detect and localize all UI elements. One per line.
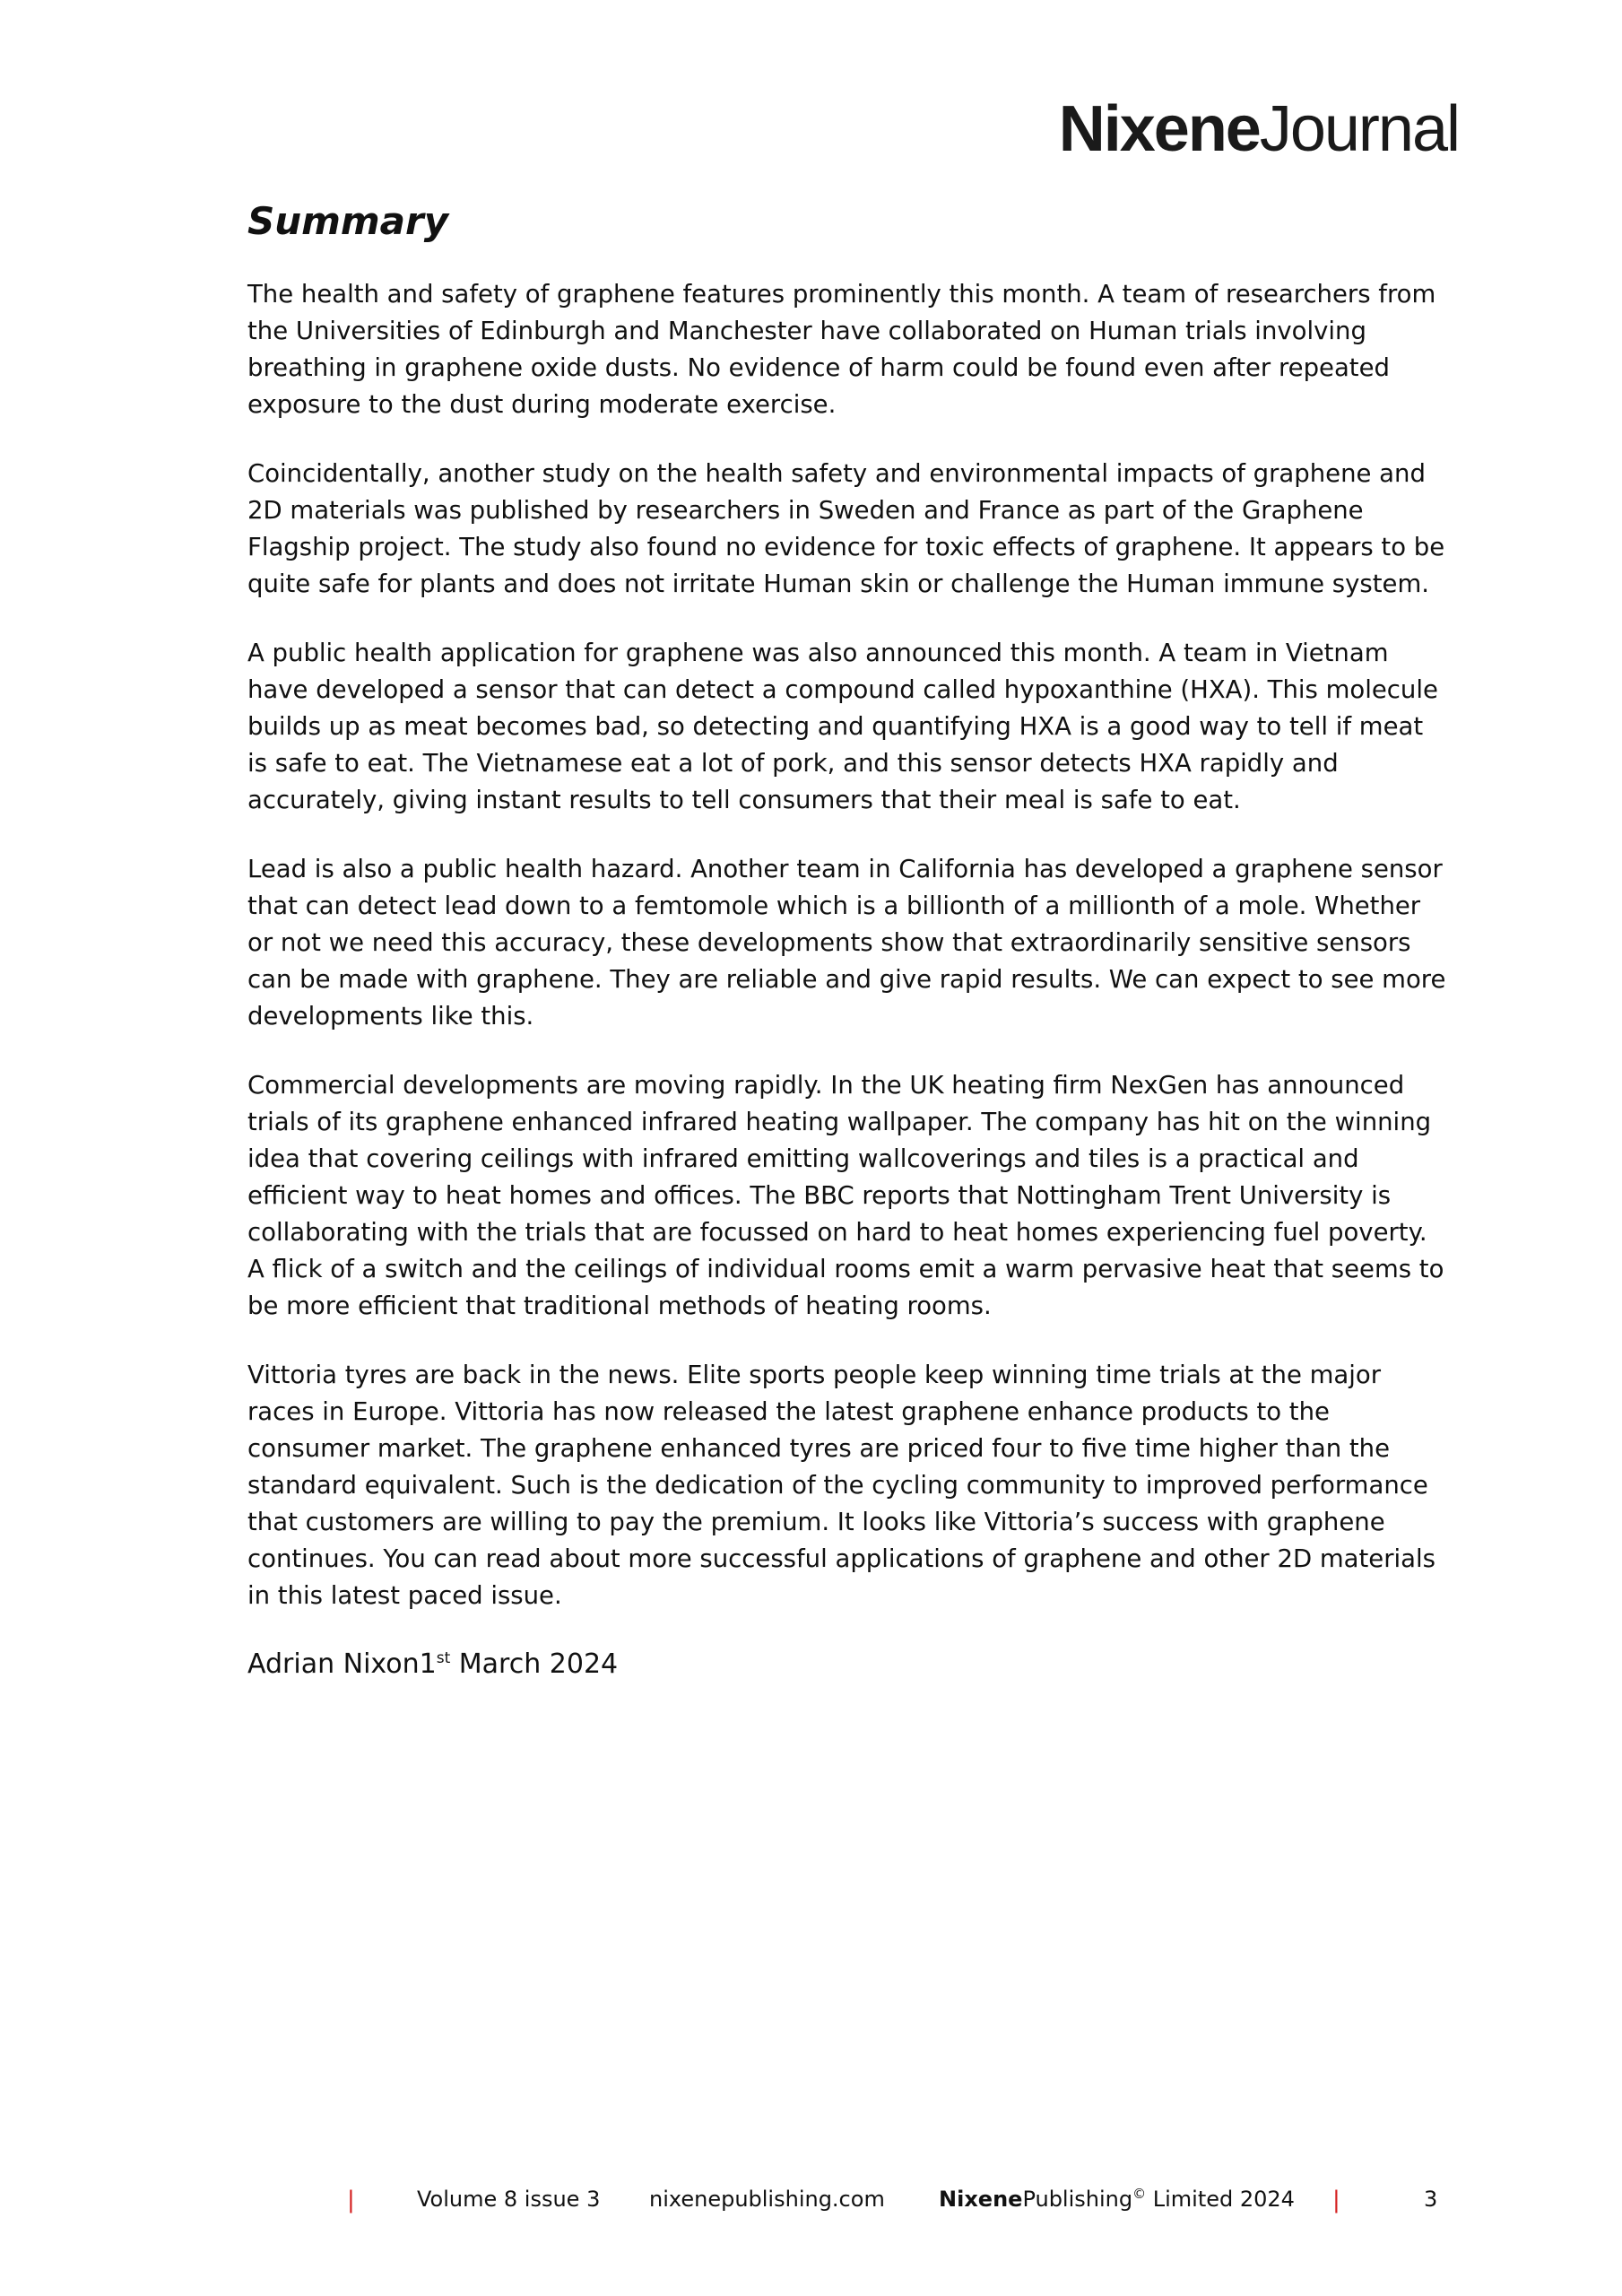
masthead-brand-bold: Nixene <box>1058 93 1260 165</box>
footer-publisher-rest: Publishing <box>1022 2187 1133 2212</box>
footer-publisher-bold: Nixene <box>939 2187 1023 2212</box>
page-footer <box>0 2187 1622 2222</box>
journal-masthead <box>1058 93 1459 165</box>
footer-volume: Volume 8 issue 3 <box>417 2187 601 2212</box>
page-number: 3 <box>1424 2187 1438 2212</box>
paragraph-hxa-sensor: A public health application for graphene was also announced this month. A team in Vietnam have developed a sensor that can detect a compound called hypoxanthine (HXA). This molecule builds up as meat becomes bad, so detecting and quantifying HXA is a good way to tell if meat is safe to eat. The Vietnamese eat a lot of pork, and this sensor detects HXA rapidly and accurately, giving instant results to tell consumers that their meal is safe to eat. <box>247 639 1438 815</box>
footer-publisher <box>939 2187 1295 2212</box>
signature-day-suffix: st <box>436 1649 451 1668</box>
author-name: Adrian Nixon <box>247 1648 420 1681</box>
signature-month-year: March 2024 <box>450 1648 619 1681</box>
paragraph-heating-wallpaper: Commercial developments are moving rapidly. In the UK heating firm NexGen has announced trials of its graphene enhanced infrared heating wallpaper. The company has hit on the winning idea that covering ceilings with infrared emitting wallcoverings and tiles is a practical and efficient way to heat homes and offices. The BBC reports that Nottingham Trent University is collaborating with the trials that are focussed on hard to heat homes experiencing fuel poverty. A flick of a switch and the ceilings of individual rooms emit a warm pervasive heat that seems to be more efficient that traditional methods of heating rooms. <box>247 1071 1444 1321</box>
masthead-brand-light: Journal <box>1259 93 1459 165</box>
paragraph-lead-sensor: Lead is also a public health hazard. Another team in California has developed a graphene sensor that can detect lead down to a femtomole which is a billionth of a millionth of a mole. Whether or not we need this accuracy, these developments show that extraordinarily sensitive sensors can be made with graphene. They are reliable and give rapid results. We can expect to see more developments like this. <box>247 855 1446 1031</box>
author-signature <box>247 1647 1449 1683</box>
summary-heading: Summary <box>247 199 449 243</box>
paragraph-environmental-study: Coincidentally, another study on the health safety and environmental impacts of graphene and 2D materials was published by researchers in Sweden and France as part of the Graphene Flagship project. The study also found no evidence for toxic effects of graphene. It appears to be quite safe for plants and does not irritate Human skin or challenge the Human immune system. <box>247 459 1445 599</box>
paragraph-vittoria-tyres: Vittoria tyres are back in the news. Elite sports people keep winning time trials at the major races in Europe. Vittoria has now released the latest graphene enhance products to the consumer market. The graphene enhanced tyres are priced four to five time higher than the standard equivalent. Such is the dedication of the cycling community to improved performance that customers are willing to pay the premium. It looks like Vittoria’s success with graphene continues. You can read about more successful applications of graphene and other 2D materials in this latest paced issue. <box>247 1361 1436 1611</box>
footer-publisher-tail: Limited 2024 <box>1146 2187 1295 2212</box>
footer-separator-right: | <box>1332 2187 1340 2213</box>
signature-day: 1 <box>419 1648 437 1681</box>
footer-website: nixenepublishing.com <box>649 2187 885 2212</box>
footer-copyright-symbol: © <box>1132 2186 1147 2202</box>
paragraph-health-safety: The health and safety of graphene features prominently this month. A team of researchers from the Universities of Edinburgh and Manchester have collaborated on Human trials involving breathing in graphene oxide dusts. No evidence of harm could be found even after repeated exposure to the dust during moderate exercise. <box>247 280 1436 420</box>
summary-article <box>247 199 1449 1683</box>
footer-separator-left: | <box>347 2187 355 2213</box>
